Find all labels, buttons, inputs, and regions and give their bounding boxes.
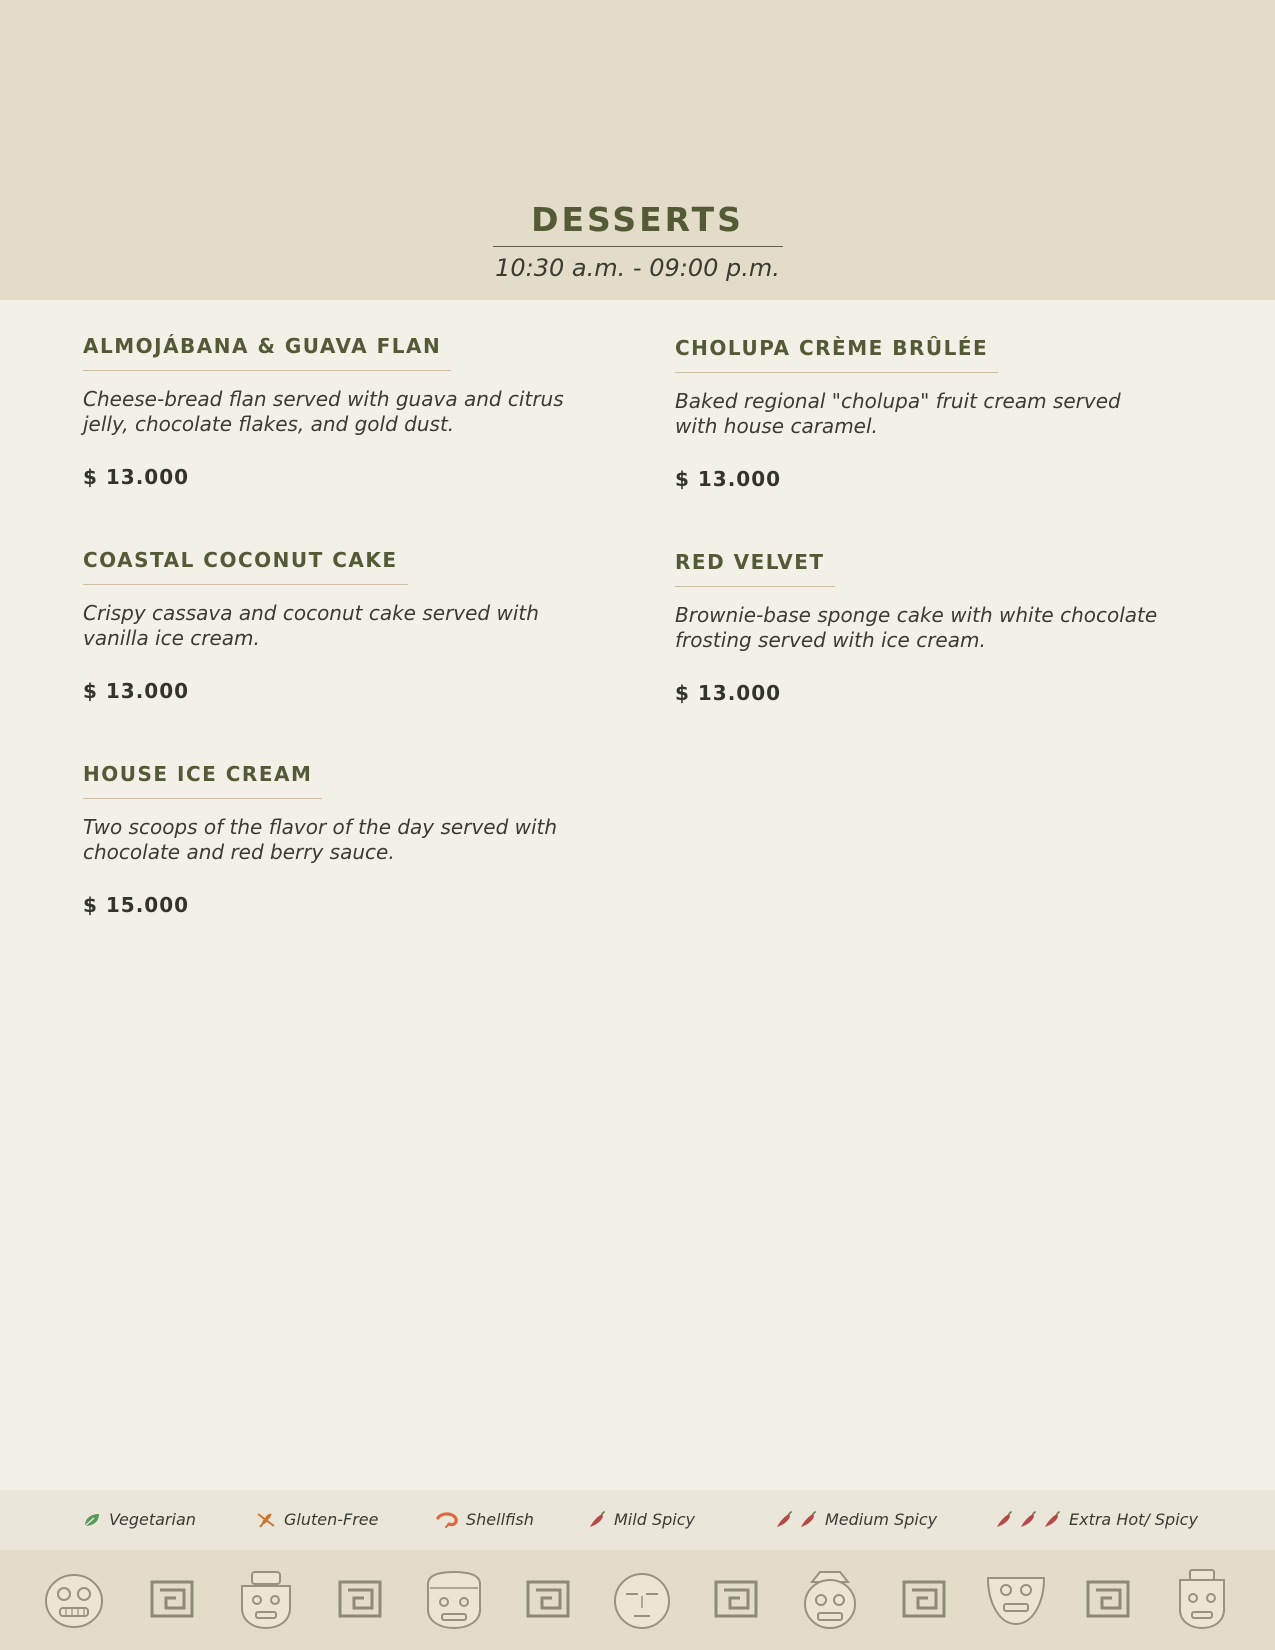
legend-gluten-free [256,1510,378,1529]
meander-icon [1076,1568,1140,1632]
page-title: DESSERTS [531,200,744,239]
item-description: Cheese-bread flan served with guava and citrus jelly, chocolate flakes, and gold dust. [83,387,564,436]
item-description: Crispy cassava and coconut cake served with vanilla ice cream. [83,601,539,650]
meander-icon [328,1568,392,1632]
legend-extra-hot-spicy [995,1510,1198,1529]
chili-icon [588,1511,606,1529]
chili-icon [995,1511,1013,1529]
decorative-footer [0,1550,1275,1650]
chili-icon [775,1511,793,1529]
item-price: $ 13.000 [83,465,190,489]
meander-icon [892,1568,956,1632]
legend-label: Medium Spicy [825,1510,938,1529]
chili-icon [799,1511,817,1529]
legend-medium-spicy [775,1510,937,1529]
dietary-legend [0,1490,1275,1550]
menu-header [0,0,1275,300]
legend-mild-spicy [588,1510,695,1529]
service-hours: 10:30 a.m. - 09:00 p.m. [495,254,780,282]
item-description: Two scoops of the flavor of the day served with chocolate and red berry sauce. [83,815,558,864]
legend-label: Shellfish [466,1510,534,1529]
mask-icon [422,1568,486,1632]
legend-label: Gluten-Free [284,1510,379,1529]
menu-item [83,762,583,917]
mask-icon [610,1568,674,1632]
shrimp-icon [436,1512,458,1528]
meander-icon [704,1568,768,1632]
menu-item [675,336,1175,491]
wheat-crossed-icon [256,1511,276,1529]
item-name: CHOLUPA CRÈME BRÛLÉE [675,336,998,373]
legend-label: Mild Spicy [614,1510,695,1529]
menu-item [83,334,583,489]
item-name: RED VELVET [675,550,835,587]
item-price: $ 15.000 [83,893,190,917]
item-price: $ 13.000 [83,679,190,703]
legend-vegetarian [83,1510,196,1529]
item-name: HOUSE ICE CREAM [83,762,322,799]
chili-icon [1019,1511,1037,1529]
mask-icon [42,1568,106,1632]
item-price: $ 13.000 [675,681,782,705]
mask-icon [1170,1568,1234,1632]
mask-icon [234,1568,298,1632]
meander-icon [140,1568,204,1632]
legend-shellfish [436,1510,534,1529]
item-price: $ 13.000 [675,467,782,491]
leaf-icon [83,1512,101,1528]
menu-item [83,548,583,703]
item-name: ALMOJÁBANA & GUAVA FLAN [83,334,451,371]
chili-icon [1043,1511,1061,1529]
item-name: COASTAL COCONUT CAKE [83,548,408,585]
legend-label: Extra Hot/ Spicy [1069,1510,1198,1529]
mask-icon [984,1568,1048,1632]
title-divider [493,246,783,247]
meander-icon [516,1568,580,1632]
mask-icon [798,1568,862,1632]
item-description: Baked regional "cholupa" fruit cream served with house caramel. [675,389,1121,438]
legend-label: Vegetarian [109,1510,196,1529]
menu-item [675,550,1175,705]
item-description: Brownie-base sponge cake with white chocolate frosting served with ice cream. [675,603,1158,652]
